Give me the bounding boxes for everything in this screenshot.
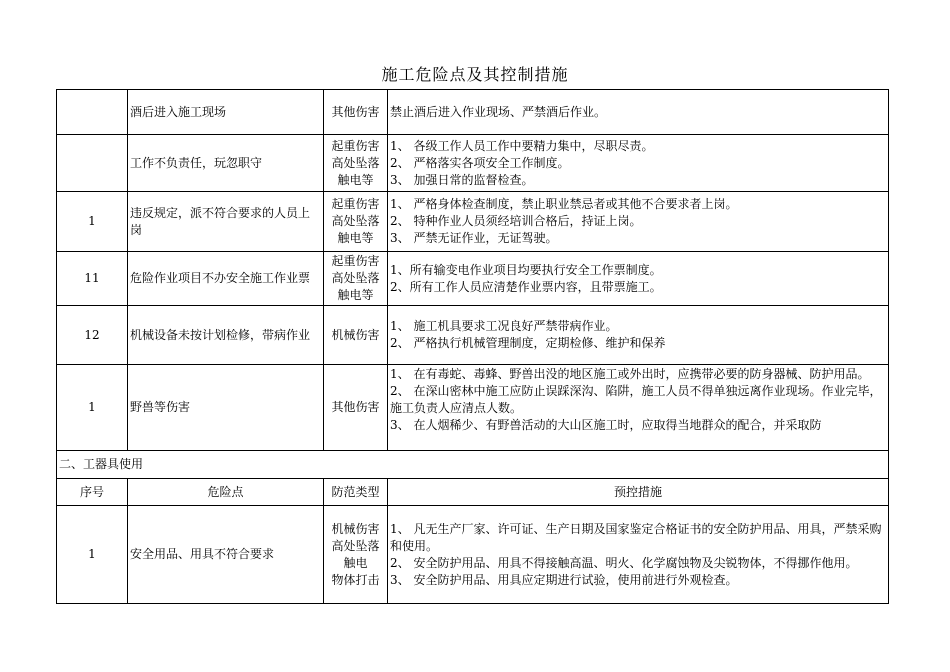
section-row <box>57 451 889 479</box>
type-cell: 起重伤害 高处坠落 触电等 <box>324 192 388 252</box>
row-number <box>57 135 128 192</box>
type-cell: 起重伤害 高处坠落 触电等 <box>324 135 388 192</box>
header-row <box>57 479 889 506</box>
measures-cell: 禁止酒后进入作业现场、严禁酒后作业。 <box>388 90 889 135</box>
type-cell: 机械伤害 高处坠落 触电 物体打击 <box>324 506 388 604</box>
measures-cell: 1、 严格身体检查制度，禁止职业禁忌者或其他不合要求者上岗。 2、 特种作业人员须经培训合格后，持证上岗。 3、 严禁无证作业，无证驾驶。 <box>388 192 889 252</box>
header-no: 序号 <box>57 479 128 506</box>
hazard-cell: 违反规定，派不符合要求的人员上岗 <box>128 192 324 252</box>
type-cell: 其他伤害 <box>324 365 388 451</box>
table-row <box>57 306 889 365</box>
hazard-cell: 酒后进入施工现场 <box>128 90 324 135</box>
hazard-cell: 工作不负责任，玩忽职守 <box>128 135 324 192</box>
section-heading: 二、工器具使用 <box>57 451 889 479</box>
measures-cell: 1、 在有毒蛇、毒蜂、野兽出没的地区施工或外出时，应携带必要的防身器械、防护用品。 2、 在深山密林中施工应防止误踩深沟、陷阱，施工人员不得单独远离作业现场。作业完毕，施工负责人应清点人数。 3、 在人烟稀少、有野兽活动的大山区施工时，应取得当地群众的配合，并采取防 <box>388 365 889 451</box>
hazard-cell: 安全用品、用具不符合要求 <box>128 506 324 604</box>
table-row <box>57 90 889 135</box>
measures-cell: 1、 凡无生产厂家、许可证、生产日期及国家鉴定合格证书的安全防护用品、用具，严禁采购和使用。 2、 安全防护用品、用具不得接触高温、明火、化学腐蚀物及尖锐物体，不得挪作他用。 3、 安全防护用品、用具应定期进行试验，使用前进行外观检查。 <box>388 506 889 604</box>
row-number: 11 <box>57 252 128 306</box>
row-number <box>57 90 128 135</box>
page-title: 施工危险点及其控制措施 <box>381 65 569 84</box>
hazard-table <box>56 89 889 604</box>
hazard-cell: 危险作业项目不办安全施工作业票 <box>128 252 324 306</box>
measures-cell: 1、 施工机具要求工况良好严禁带病作业。 2、 严格执行机械管理制度，定期检修、维护和保养 <box>388 306 889 365</box>
table-row <box>57 192 889 252</box>
header-hazard: 危险点 <box>128 479 324 506</box>
type-cell: 机械伤害 <box>324 306 388 365</box>
table-row <box>57 135 889 192</box>
table-row <box>57 365 889 451</box>
measures-cell: 1、所有输变电作业项目均要执行安全工作票制度。 2、所有工作人员应清楚作业票内容，且带票施工。 <box>388 252 889 306</box>
row-number: 1 <box>57 192 128 252</box>
type-cell: 起重伤害 高处坠落 触电等 <box>324 252 388 306</box>
hazard-cell: 机械设备未按计划检修，带病作业 <box>128 306 324 365</box>
header-measures: 预控措施 <box>388 479 889 506</box>
type-cell: 其他伤害 <box>324 90 388 135</box>
measures-cell: 1、 各级工作人员工作中要精力集中，尽职尽责。 2、 严格落实各项安全工作制度。 3、 加强日常的监督检查。 <box>388 135 889 192</box>
hazard-cell: 野兽等伤害 <box>128 365 324 451</box>
header-type: 防范类型 <box>324 479 388 506</box>
row-number: 1 <box>57 365 128 451</box>
table-row <box>57 252 889 306</box>
row-number: 12 <box>57 306 128 365</box>
row-number: 1 <box>57 506 128 604</box>
table-row <box>57 506 889 604</box>
